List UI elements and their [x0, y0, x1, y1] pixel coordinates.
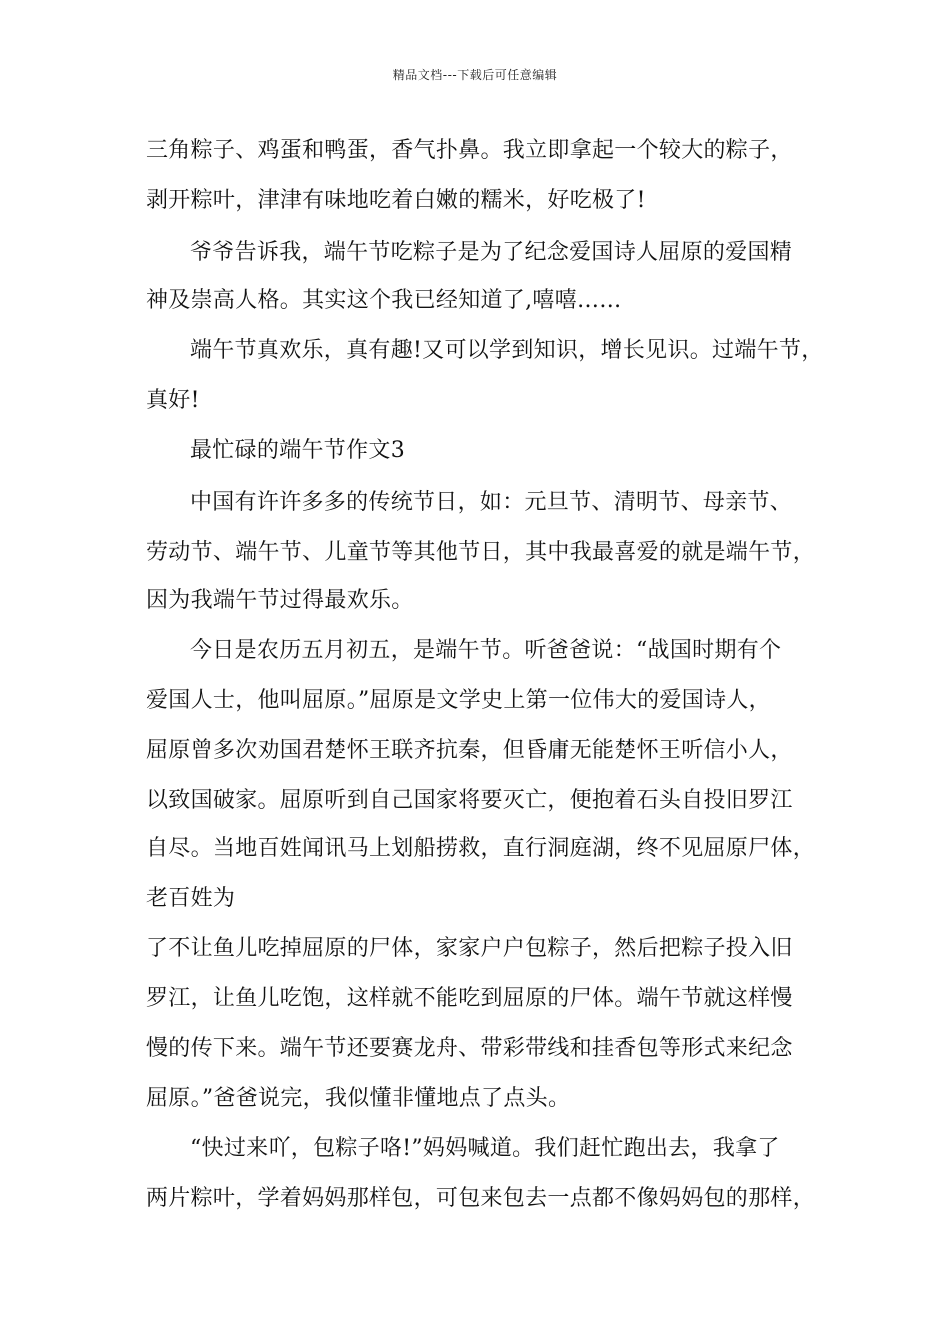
- text-line: 因为我端午节过得最欢乐。: [146, 588, 414, 613]
- section-title: 最忙碌的端午节作文3: [190, 438, 405, 463]
- paragraph-start-line: 爷爷告诉我，端午节吃粽子是为了纪念爱国诗人屈原的爱国精: [190, 240, 793, 265]
- page-header: 精品文档---下载后可任意编辑: [392, 68, 558, 82]
- text-line: 自尽。当地百姓闻讯马上划船捞救，直行洞庭湖，终不见屈原尸体，: [146, 836, 816, 861]
- text-line: 神及崇高人格。其实这个我已经知道了,嘻嘻……: [146, 288, 622, 313]
- text-line: 罗江，让鱼儿吃饱，这样就不能吃到屈原的尸体。端午节就这样慢: [146, 986, 793, 1011]
- text-line: 剥开粽叶，津津有味地吃着白嫩的糯米，好吃极了!: [146, 188, 646, 213]
- paragraph-start-line: 中国有许许多多的传统节日，如：元旦节、清明节、母亲节、: [190, 490, 793, 515]
- text-line: 慢的传下来。端午节还要赛龙舟、带彩带线和挂香包等形式来纪念: [146, 1036, 793, 1061]
- text-line: 以致国破家。屈原听到自己国家将要灭亡，便抱着石头自投旧罗江: [146, 788, 793, 813]
- paragraph-start-line: “快过来吖，包粽子咯!”妈妈喊道。我们赶忙跑出去，我拿了: [190, 1136, 780, 1161]
- text-line: 老百姓为: [146, 886, 236, 911]
- paragraph-start-line: 今日是农历五月初五，是端午节。听爸爸说：“战国时期有个: [190, 638, 782, 663]
- text-line: 屈原。”爸爸说完，我似懂非懂地点了点头。: [146, 1086, 571, 1111]
- text-line: 劳动节、端午节、儿童节等其他节日，其中我最喜爱的就是端午节，: [146, 540, 816, 565]
- text-line: 真好!: [146, 388, 200, 413]
- text-line: 爱国人士，他叫屈原。”屈原是文学史上第一位伟大的爱国诗人，: [146, 688, 771, 713]
- text-line: 两片粽叶，学着妈妈那样包，可包来包去一点都不像妈妈包的那样，: [146, 1186, 816, 1211]
- text-line: 三角粽子、鸡蛋和鸭蛋，香气扑鼻。我立即拿起一个较大的粽子，: [146, 138, 793, 163]
- text-line: 了不让鱼儿吃掉屈原的尸体，家家户户包粽子，然后把粽子投入旧: [146, 936, 793, 961]
- paragraph-start-line: 端午节真欢乐，真有趣!又可以学到知识，增长见识。过端午节，: [190, 338, 824, 363]
- text-line: 屈原曾多次劝国君楚怀王联齐抗秦，但昏庸无能楚怀王听信小人，: [146, 738, 793, 763]
